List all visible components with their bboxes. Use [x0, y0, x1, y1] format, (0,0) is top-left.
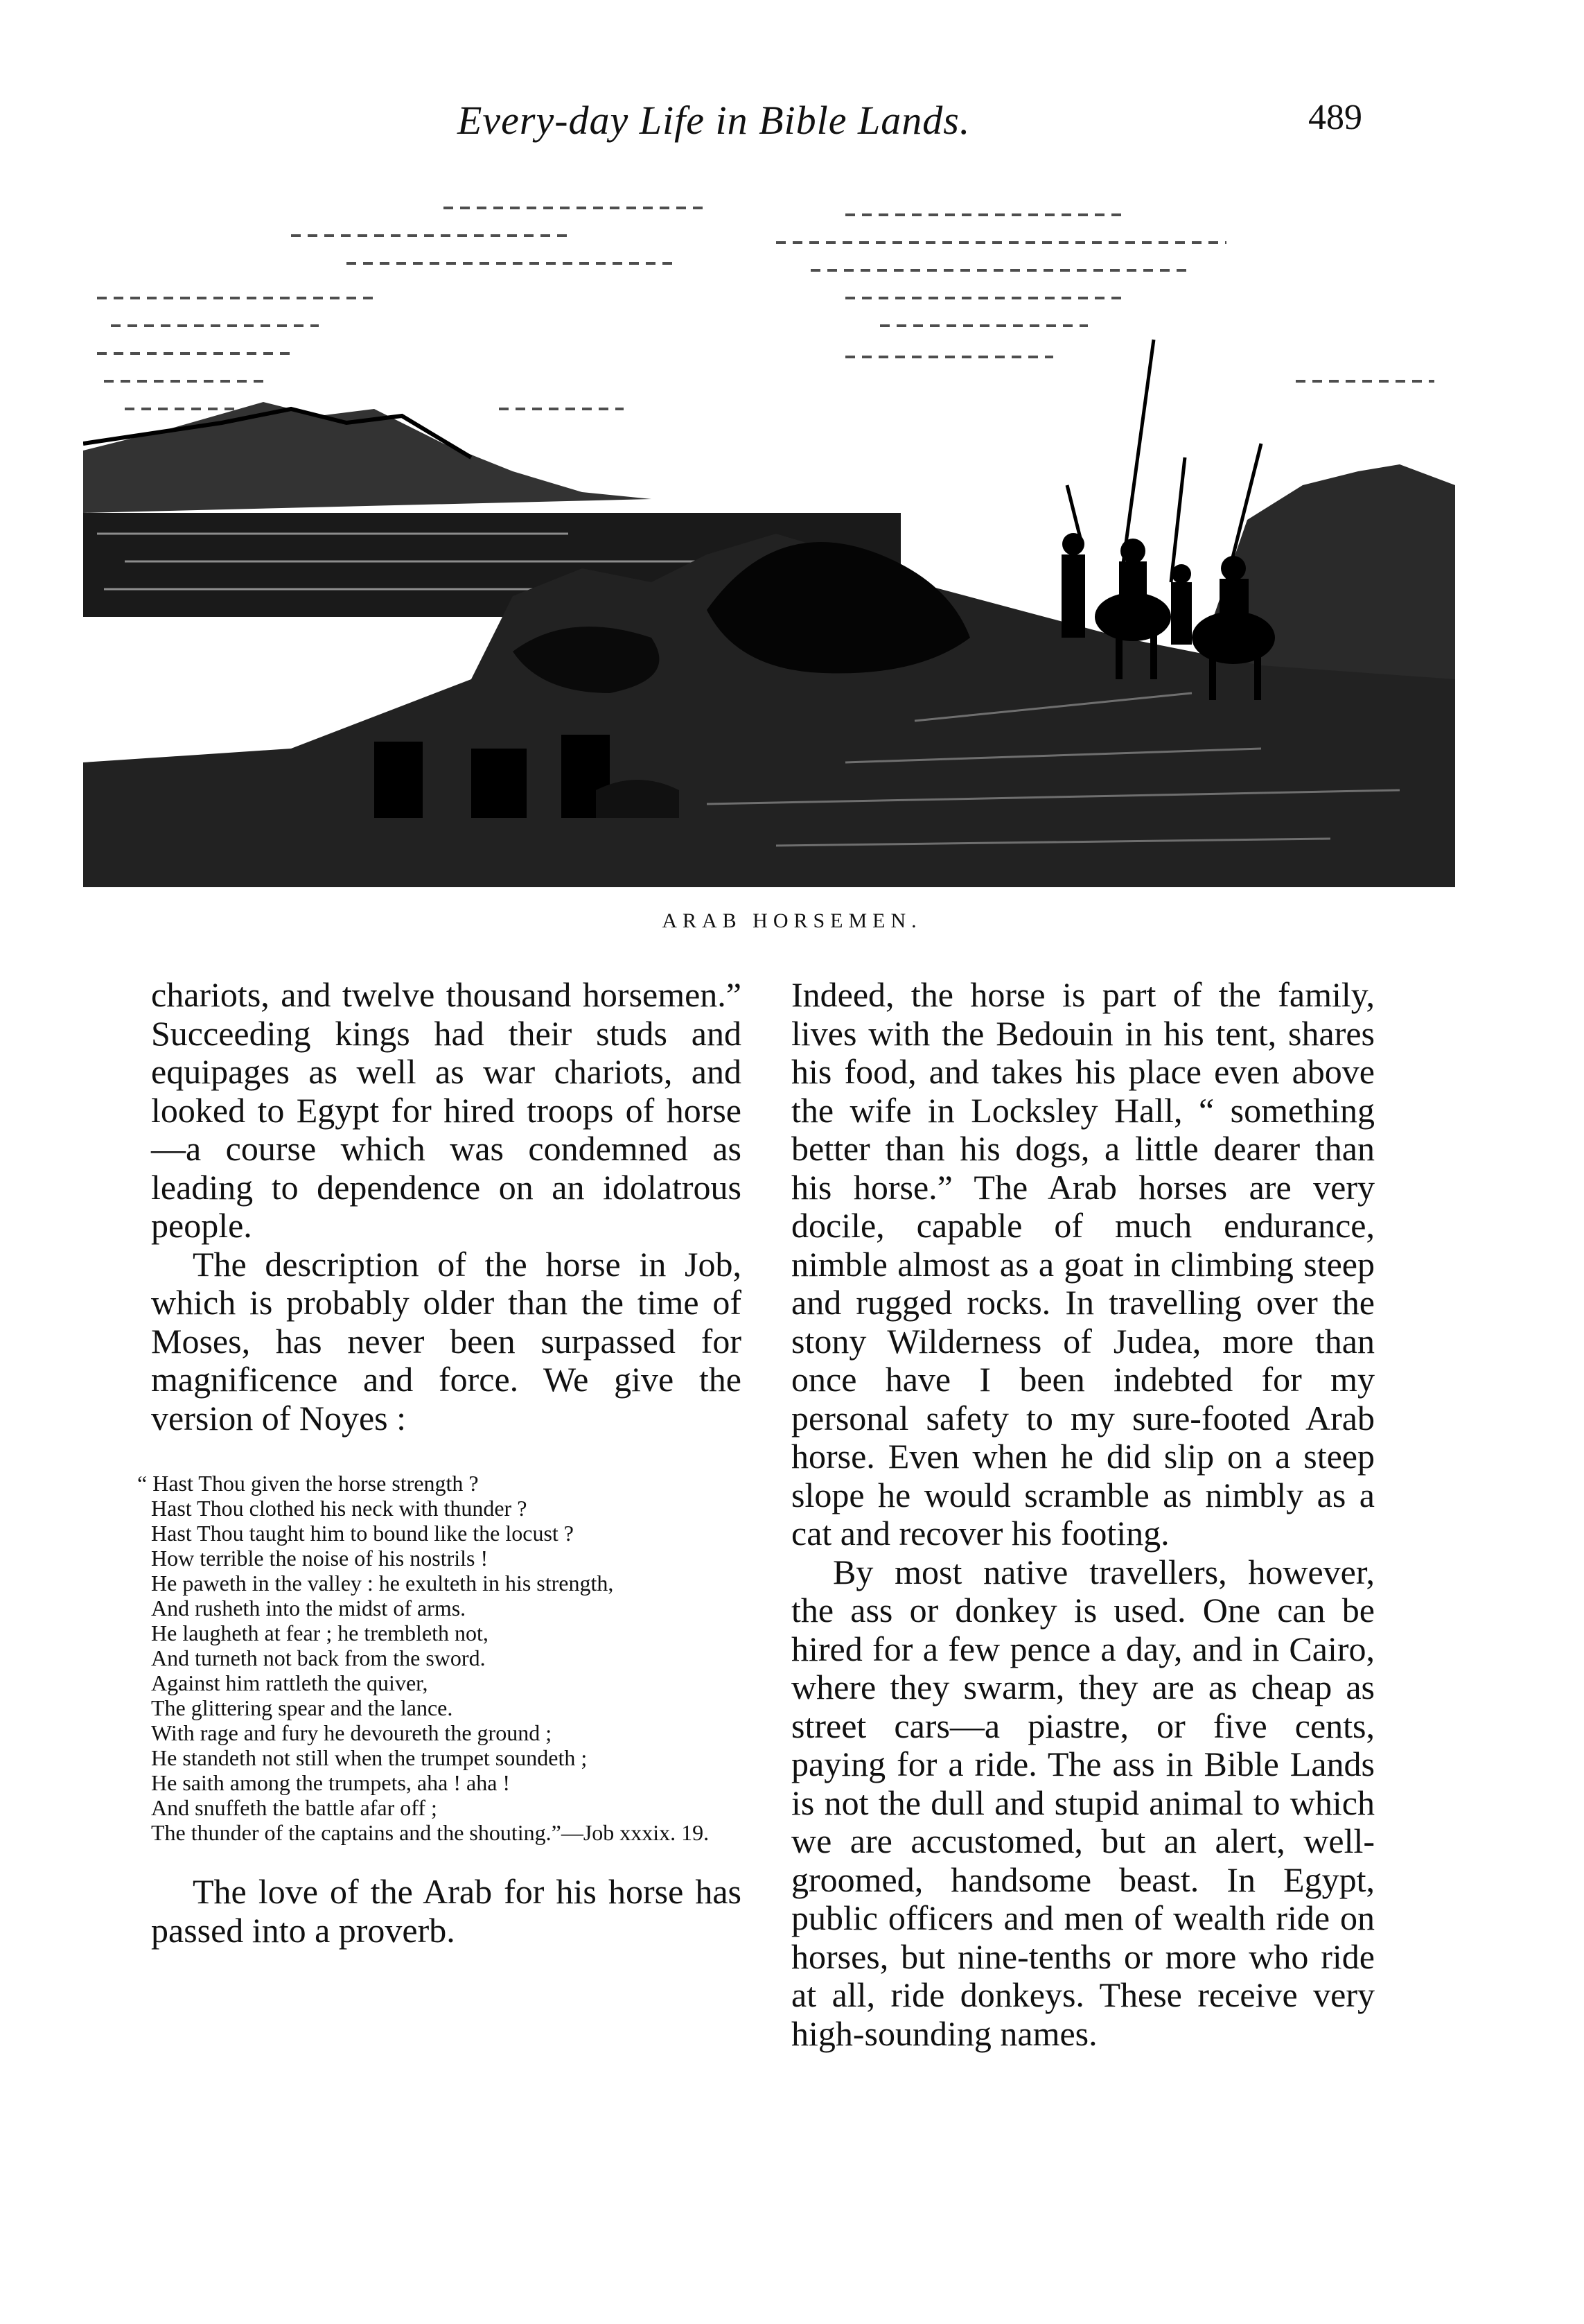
illustration-caption: ARAB HORSEMEN.: [662, 909, 922, 932]
running-title: Every-day Life in Bible Lands.: [457, 98, 971, 143]
paragraph: Indeed, the horse is part of the family, lives with the Bedouin in his tent, shares his food, and takes his place even above the wife in Locksley Hall, “ something better than his dogs, a little dearer than his horse.” The Arab horses are very docile, capable of much endurance, nimble almost as a goat in climbing steep and rugged rocks. In travelling over the stony Wilderness of Judea, more than once have I been indebted for my personal safety to my sure-footed Arab horse. Even when he did slip on a steep slope he would scramble as nimbly as a cat and recover his footing.: [791, 975, 1375, 1553]
running-head: [0, 97, 1584, 159]
page-number: 489: [1308, 98, 1362, 137]
poem-line: And snuffeth the battle afar off ;: [151, 1795, 437, 1820]
poem-quotation: [137, 1471, 741, 1845]
poem-line: “ Hast Thou given the horse strength ?: [137, 1471, 479, 1496]
paragraph: By most native travellers, however, the ass or donkey is used. One can be hired for a few pence a day, and in Cairo, where they swarm, they are as cheap as street cars—a piastre, or five cents, paying for a ride. The ass in Bible Lands is not the dull and stupid animal to which we are accustomed, but an alert, well-groomed, handsome beast. In Egypt, public officers and men of wealth ride on horses, but nine-tenths or more who ride at all, ride donkeys. These receive very high-sounding names.: [791, 1552, 1375, 2053]
poem-line: He standeth not still when the trumpet soundeth ;: [151, 1745, 588, 1770]
engraving-arab-horsemen-icon: [83, 194, 1455, 887]
left-column: [137, 975, 741, 1950]
poem-line: He paweth in the valley : he exulteth in his strength,: [151, 1571, 614, 1596]
poem-line: How terrible the noise of his nostrils !: [151, 1546, 489, 1571]
poem-line: The glittering spear and the lance.: [151, 1695, 453, 1720]
poem-line: And turneth not back from the sword.: [151, 1645, 486, 1670]
poem-line: Hast Thou taught him to bound like the locust ?: [151, 1521, 574, 1546]
poem-line: With rage and fury he devoureth the ground ;: [151, 1720, 552, 1745]
poem-line: The thunder of the captains and the shouting.”—Job xxxix. 19.: [151, 1820, 710, 1845]
poem-line: He saith among the trumpets, aha ! aha !: [151, 1770, 511, 1795]
paragraph: The description of the horse in Job, which is probably older than the time of Moses, has never been surpassed for magnificence and force. We give the version of Noyes :: [151, 1244, 741, 1438]
right-column: [791, 976, 1375, 2053]
poem-line: And rusheth into the midst of arms.: [151, 1596, 466, 1620]
poem-line: Hast Thou clothed his neck with thunder ?: [151, 1496, 527, 1521]
paragraph: The love of the Arab for his horse has passed into a proverb.: [151, 1872, 741, 1950]
poem-line: He laugheth at fear ; he trembleth not,: [151, 1620, 489, 1645]
paragraph: chariots, and twelve thousand horsemen.” Succeeding kings had their studs and equipages as well as war chariots, and looked to Egypt for hired troops of horse—a course which was condemned as leading to dependence on an idolatrous people.: [151, 975, 741, 1245]
poem-line: Against him rattleth the quiver,: [151, 1670, 428, 1695]
